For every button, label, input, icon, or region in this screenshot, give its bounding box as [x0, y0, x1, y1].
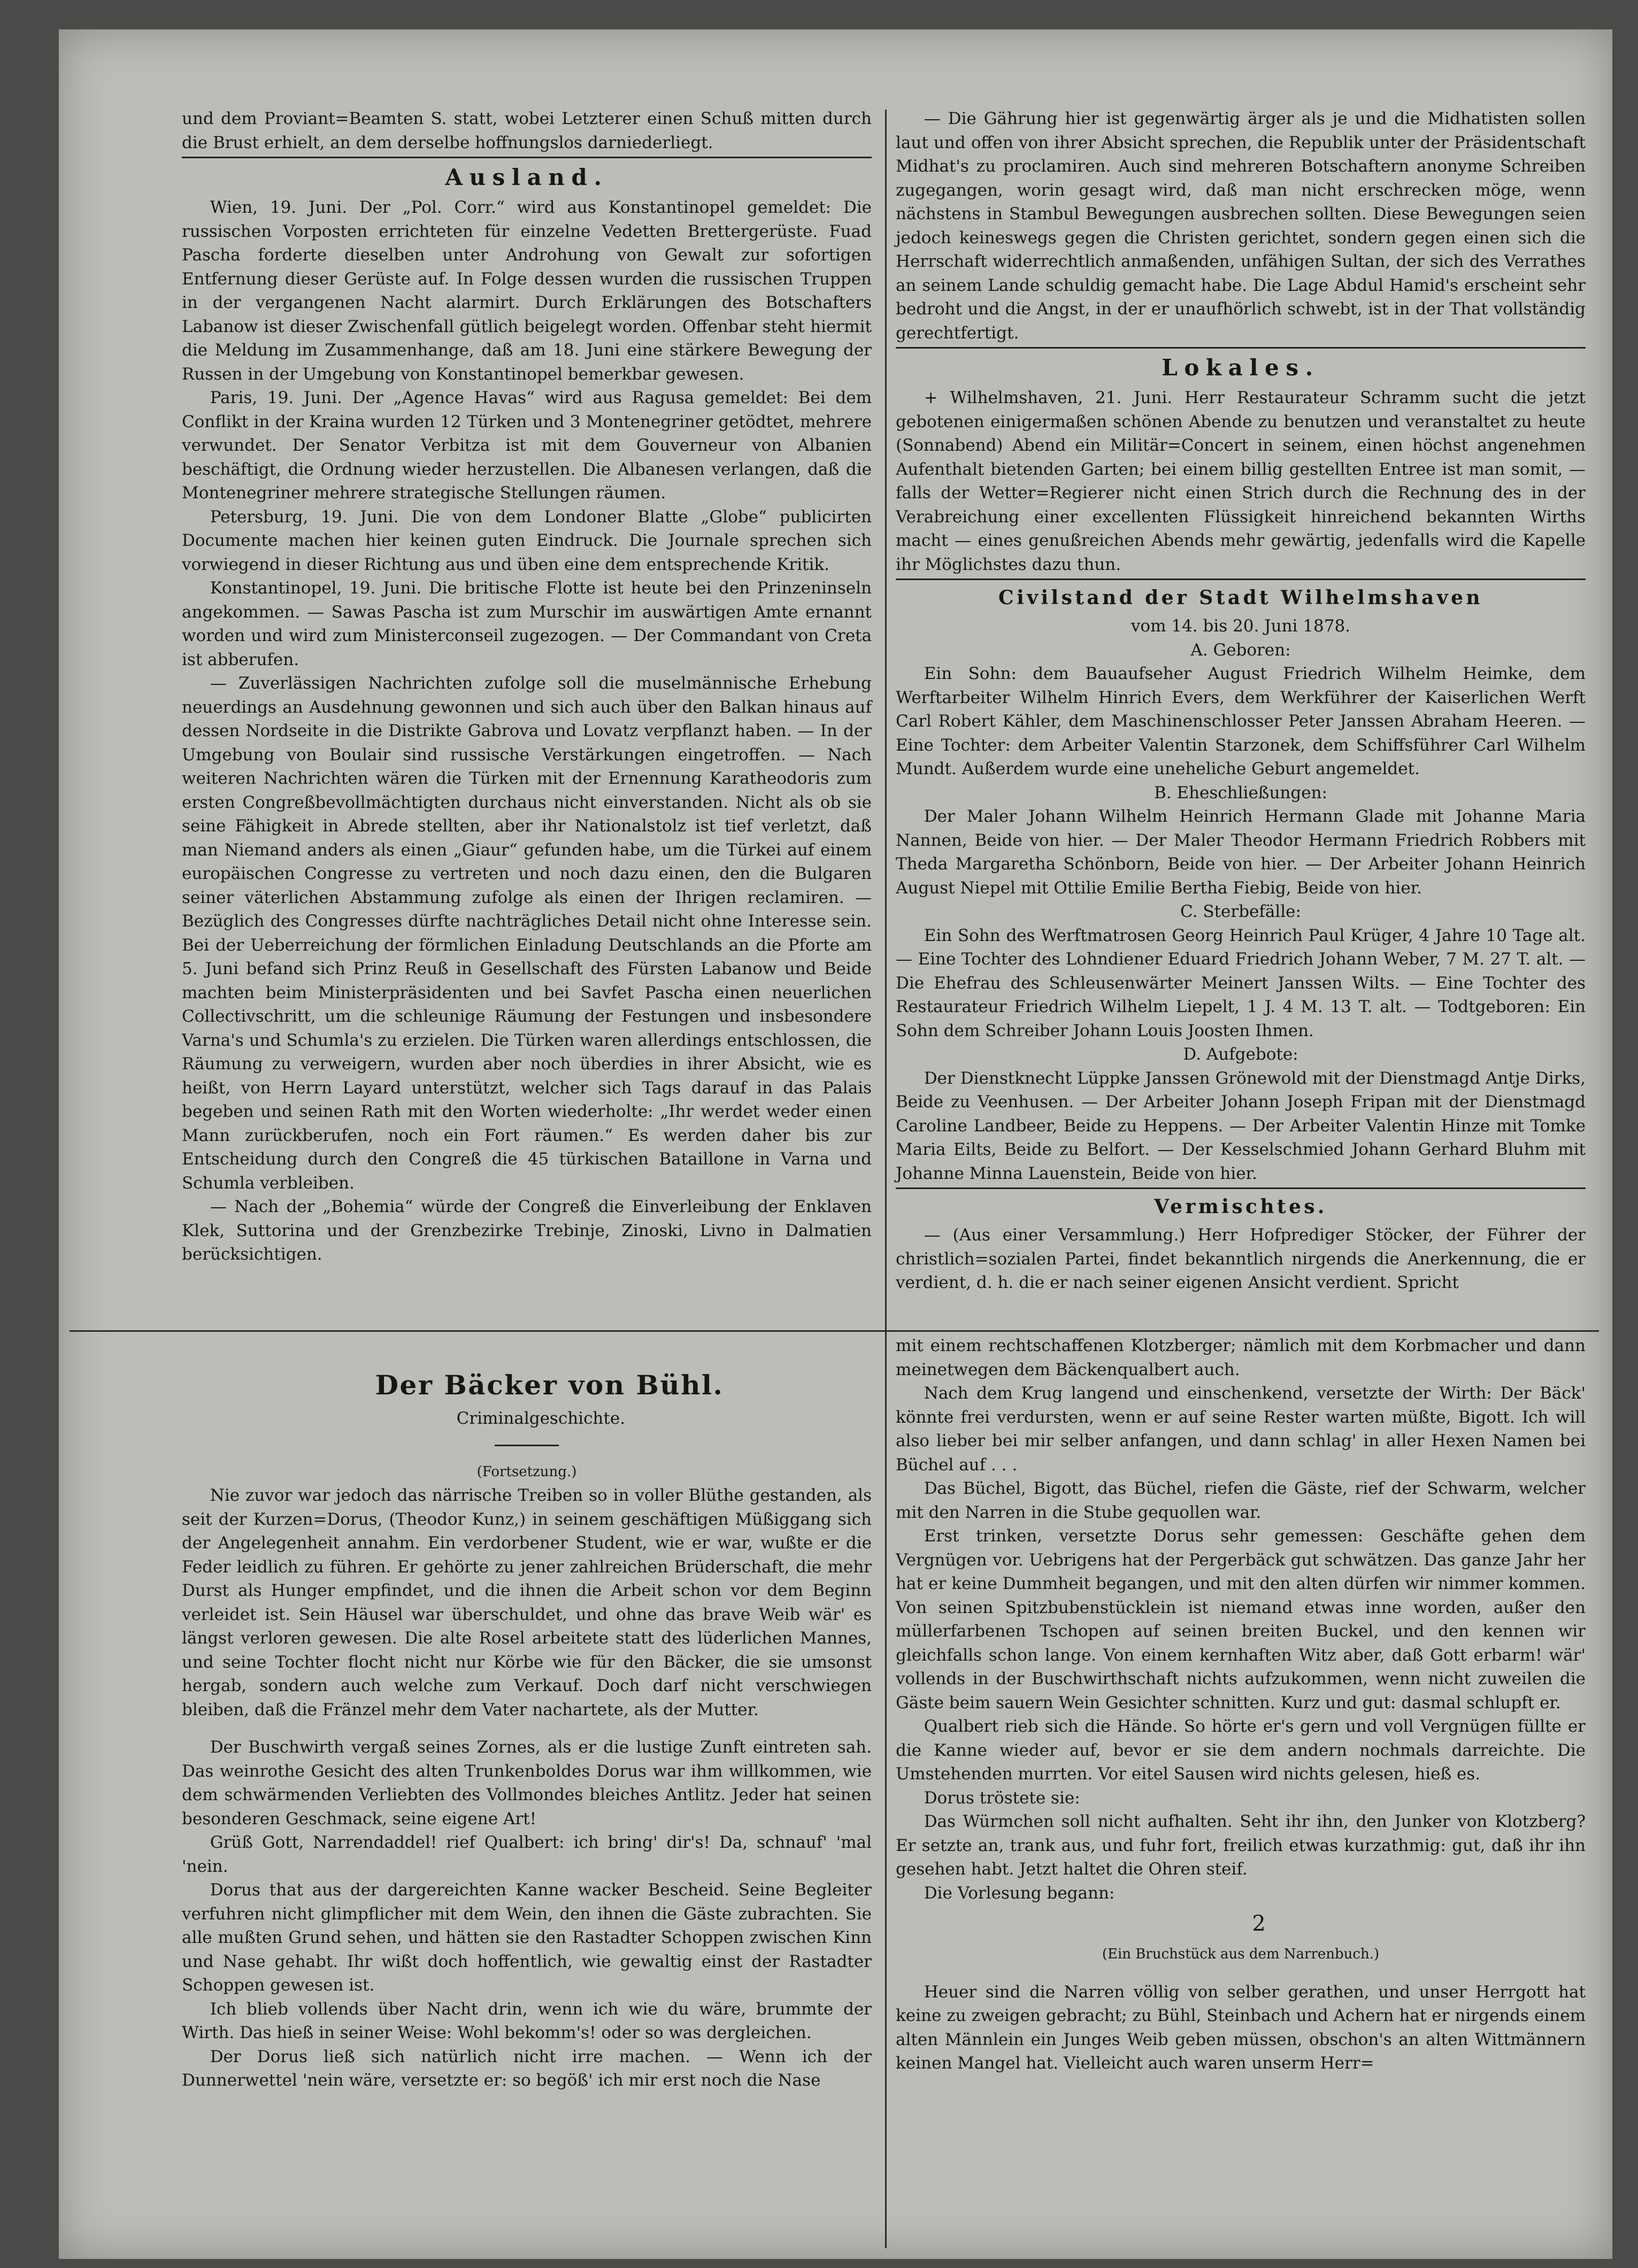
section-heading-vermischtes: Vermischtes. — [1154, 1195, 1327, 1218]
chapter-number: 2 — [1252, 1911, 1266, 1936]
register-entry: Der Maler Johann Wilhelm Heinrich Hermann Glade mit Johanne Maria Nannen, Beide von hier. — Der Maler Theodor Hermann Friedrich Robbers mit Theda Margaretha Schönborn, Beide von hier. — Der Arbeiter Johann Heinrich August Niepel mit Ottilie Emilie Bertha Fiebig, Beide von hier. — [896, 807, 1586, 898]
civil-register-dates: vom 14. bis 20. Juni 1878. — [1131, 616, 1351, 636]
news-paragraph: Wien, 19. Juni. Der „Pol. Corr.“ wird aus Konstantinopel gemeldet: Die russischen Vorposten errichteten für einzelne Vedetten Brettergerüste. Fuad Pascha forderte dieselben unter Androhung von Gewalt zur sofortigen Entfernung dieser Gerüste auf. In Folge dessen wurden die russischen Truppen in der vergangenen Nacht alarmirt. Durch Erklärungen des Botschafters Labanow ist dieser Zwischenfall gütlich beigelegt worden. Offenbar steht hiermit die Meldung im Zusammenhange, daß am 18. Juni eine stärkere Bewegung der Russen in der Umgebung von Konstantinopel bemerkbar gewesen. — [182, 198, 872, 384]
rule — [896, 578, 1586, 580]
register-entry: Ein Sohn: dem Bauaufseher August Friedrich Wilhelm Heimke, dem Werftarbeiter Wilhelm Hinrich Evers, dem Werkführer der Kaiserlichen Werft Carl Robert Kähler, dem Maschinenschlosser Peter Janssen Abraham Heeren. — Eine Tochter: dem Arbeiter Valentin Starzonek, dem Schiffsführer Carl Wilhelm Mundt. Außerdem wurde eine uneheliche Geburt angemeldet. — [896, 664, 1586, 778]
story-right-column — [896, 1334, 1586, 2076]
story-paragraph: Grüß Gott, Narrendaddel! rief Qualbert: ich bring' dir's! Da, schnauf' 'mal 'nein. — [182, 1833, 872, 1876]
rule — [896, 1187, 1586, 1189]
column-rule-bottom — [885, 1339, 887, 2248]
story-paragraph: Qualbert rieb sich die Hände. So hörte er's gern und voll Vergnügen füllte er die Kanne wieder auf, bevor er sie dem andern nochmals darreichte. Die Umstehenden murrten. Vor eitel Sausen wird nichts gelesen, hieß es. — [896, 1717, 1586, 1784]
news-paragraph: — Zuverlässigen Nachrichten zufolge soll die muselmännische Erhebung neuerdings an Ausdehnung gewonnen und sich auch über den Balkan hinaus auf dessen Nordseite in die Distrikte Gabrova und Lovatz verpflanzt haben. — In der Umgebung von Boulair sind russische Verstärkungen eingetroffen. — Nach weiteren Nachrichten wären die Türken mit der Ernennung Karatheodoris zum ersten Congreßbevollmächtigten durchaus nicht einverstanden. Nicht als ob sie seine Fähigkeit in Abrede stellten, aber ihr Nationalstolz ist tief verletzt, daß man Niemand anders als einen „Giaur“ gefunden habe, um die Türkei auf einem europäischen Congresse zu vertreten und noch dazu einen, den die Bulgaren seiner väterlichen Abstammung zufolge als einen der Ihrigen reclamiren. — Bezüglich des Congresses dürfte nachträgliches Detail nicht ohne Interesse sein. Bei der Ueberreichung der förmlichen Einladung Deutschlands an die Pforte am 5. Juni befand sich Prinz Reuß in Gesellschaft des Fürsten Labanow und Beide machten beim Ministerpräsidenten und bei Savfet Pascha einen neuerlichen Collectivschritt, um die schleunige Räumung der Festungen und insbesondere Varna's und Schumla's zu erzielen. Die Türken waren allerdings entschlossen, die Räumung zu verweigern, wurden aber noch überdies in ihrer Absicht, wie es heißt, von Herrn Layard unterstützt, welcher sich Tags darauf in das Palais begeben und seinen Rath mit den Worten wiederholte: „Ihr werdet weder einen Mann zurückberufen, noch ein Fort räumen.“ Es werden daher bis zur Entscheidung durch den Congreß die 45 türkischen Bataillone in Varna und Schumla verbleiben. — [182, 674, 872, 1193]
subsection-heading: B. Eheschließungen: — [1153, 783, 1328, 803]
civil-register-heading: Civilstand der Stadt Wilhelmshaven — [998, 587, 1483, 609]
story-paragraph: Nach dem Krug langend und einschenkend, versetzte der Wirth: Der Bäck' könnte frei verdursten, wenn er auf seine Rester warten müßte, Bigott. Ich will also lieber bei mir selber anfangen, und dann schlag' in aller Hexen Namen bei Büchel auf . . . — [896, 1384, 1586, 1475]
story-title: Der Bäcker von Bühl. — [375, 1369, 724, 1401]
subsection-heading: D. Aufgebote: — [1183, 1045, 1298, 1064]
rule — [182, 157, 872, 158]
excerpt-caption: (Ein Bruchstück aus dem Narrenbuch.) — [1102, 1946, 1380, 1962]
column-rule-top — [885, 110, 887, 1355]
continuation-note: (Fortsetzung.) — [476, 1463, 577, 1480]
story-paragraph: Der Buschwirth vergaß seines Zornes, als er die lustige Zunft eintreten sah. Das weinrothe Gesicht des alten Trunkenboldes Dorus war ihm willkommen, wie dem schwärmenden Verliebten des Vollmondes bleiches Antlitz. Jeder hat seinen besonderen Geschmack, seine eigene Art! — [182, 1738, 872, 1829]
newspaper-page — [59, 29, 1612, 2259]
news-paragraph: — Nach der „Bohemia“ würde der Congreß die Einverleibung der Enklaven Klek, Suttorina und der Grenzbezirke Trebinje, Zinoski, Livno in Dalmatien berücksichtigen. — [182, 1197, 872, 1264]
story-paragraph: Ich blieb vollends über Nacht drin, wenn ich wie du wäre, brummte der Wirth. Das hieß in seiner Weise: Wohl bekomm's! oder so was dergleichen. — [182, 1999, 872, 2042]
news-paragraph: — (Aus einer Versammlung.) Herr Hofprediger Stöcker, der Führer der christlich=sozialen Partei, findet bekanntlich nirgends die Anerkennung, die er verdient, d. h. die er nach seiner eigenen Ansicht verdient. Spricht — [896, 1225, 1586, 1292]
news-paragraph: — Die Gährung hier ist gegenwärtig ärger als je und die Midhatisten sollen laut und offen von ihrer Absicht sprechen, die Republik unter der Präsidentschaft Midhat's zu proclamiren. Auch sind mehreren Botschaftern anonyme Schreiben zugegangen, worin gesagt wird, daß man nicht erschrecken möge, wenn nächstens in Stambul Bewegungen ausbrechen sollten. Diese Bewegungen seien jedoch keineswegs gegen die Christen gerichtet, sondern gegen einen sich die Herrschaft widerrechtlich anmaßenden, unfähigen Sultan, der sich des Verrathes an seinem Lande schuldig gemacht habe. Die Lage Abdul Hamid's erscheint sehr bedroht und die Angst, in der er unaufhörlich schwebt, ist in der That vollständig gerechtfertigt. — [896, 109, 1586, 343]
story-paragraph: Dorus that aus der dargereichten Kanne wacker Bescheid. Seine Begleiter verfuhren nicht glimpflicher mit dem Wein, den ihnen die Gäste zubrachten. Sie alle mußten Grund sehen, und hätten sie den Rastadter Schoppen zwischen Kinn und Nase gehabt. Ihr wißt doch hoffentlich, wie gewaltig einst der Rastadter Schoppen gewesen ist. — [182, 1880, 872, 1995]
register-entry: Der Dienstknecht Lüppke Janssen Grönewold mit der Dienstmagd Antje Dirks, Beide zu Veenhusen. — Der Arbeiter Johann Joseph Fripan mit der Dienstmagd Caroline Landbeer, Beide zu Heppens. — Der Arbeiter Valentin Hinze mit Tomke Maria Eilts, Beide zu Belfort. — Der Kesselschmied Johann Gerhard Bluhm mit Johanne Minna Lauenstein, Beide von hier. — [896, 1068, 1586, 1183]
story-paragraph: Das Würmchen soll nicht aufhalten. Seht ihr ihn, den Junker von Klotzberg? Er setzte an, trank aus, und fuhr fort, freilich etwas kurzathmig: gut, daß ihr ihn gesehen habt. Jetzt haltet die Ohren steif. — [896, 1812, 1586, 1879]
news-paragraph: Konstantinopel, 19. Juni. Die britische Flotte ist heute bei den Prinzeninseln angekommen. — Sawas Pascha ist zum Murschir im auswärtigen Amte ernannt worden und wird zum Ministerconseil zugezogen. — Der Commandant von Creta ist abberufen. — [182, 578, 872, 669]
story-paragraph: Das Büchel, Bigott, das Büchel, riefen die Gäste, rief der Schwarm, welcher mit den Narren in die Stube gequollen war. — [896, 1479, 1586, 1522]
register-entry: Ein Sohn des Werftmatrosen Georg Heinrich Paul Krüger, 4 Jahre 10 Tage alt. — Eine Tochter des Lohndiener Eduard Friedrich Johann Weber, 7 M. 27 T. alt. — Die Ehefrau des Schleusenwärter Meinert Janssen Wilts. — Eine Tochter des Restaurateur Friedrich Wilhelm Liepelt, 1 J. 4 M. 13 T. alt. — Todtgeboren: Ein Sohn dem Schreiber Johann Louis Joosten Ihmen. — [896, 925, 1586, 1040]
story-paragraph: Heuer sind die Narren völlig von selber gerathen, und unser Herrgott hat keine zu zweigen gebracht; zu Bühl, Steinbach und Achern hat er nirgends einem alten Männlein ein Junges Weib geben müssen, obschon's an alten Wittmännern keinen Mangel hat. Vielleicht auch waren unserm Herr= — [896, 1982, 1586, 2073]
section-heading-lokales: Lokales. — [1162, 354, 1320, 381]
story-paragraph: Erst trinken, versetzte Dorus sehr gemessen: Geschäfte gehen dem Vergnügen vor. Uebrigens hat der Pergerbäck gut schwätzen. Das ganze Jahr her hat er keine Dummheit begangen, und mit den alten dürfen wir nimmer kommen. Von seinen Spitzbubenstücklein ist niemand etwas inne worden, außer den müllerfarbenen Tschopen auf seinen breiten Buckel, und den kennen wir gleichfalls schon lange. Von einem kernhaften Witz aber, daß Gott erbarm! wär' vollends in der Buschwirthschaft nichts aufzukommen, wenn nicht zuweilen die Gäste beim sauern Wein Gesichter schnitten. Kurz und gut: dasmal schlupft er. — [896, 1526, 1586, 1712]
subsection-heading: C. Sterbefälle: — [1180, 902, 1301, 921]
story-paragraph: Dorus tröstete sie: — [924, 1788, 1080, 1808]
story-paragraph: mit einem rechtschaffenen Klotzberger; nämlich mit dem Korbmacher und dann meinetwegen dem Bäckenqualbert auch. — [896, 1336, 1586, 1379]
subsection-heading: A. Geboren: — [1190, 640, 1291, 660]
story-subtitle: Criminalgeschichte. — [456, 1409, 626, 1428]
section-heading-ausland: Ausland. — [445, 164, 609, 190]
story-left-column — [182, 1350, 872, 2093]
right-news-column — [896, 107, 1586, 1295]
story-paragraph: Die Vorlesung begann: — [924, 1883, 1115, 1903]
intro-text: und dem Proviant=Beamten S. statt, wobei Letzterer einen Schuß mitten durch die Brust erhielt, an dem derselbe hoffnungslos darniederliegt. — [182, 109, 872, 152]
left-news-column — [182, 107, 872, 1267]
story-paragraph: Der Dorus ließ sich natürlich nicht irre machen. — Wenn ich der Dunnerwettel 'nein wäre, versetzte er: so begöß' ich mir erst noch die Nase — [182, 2047, 872, 2090]
news-paragraph: Paris, 19. Juni. Der „Agence Havas“ wird aus Ragusa gemeldet: Bei dem Conflikt in der Kraina wurden 12 Türken und 3 Montenegriner getödtet, mehrere verwundet. Der Senator Verbitza ist mit dem Gouverneur von Albanien beschäftigt, die Ordnung wieder herzustellen. Die Albanesen verlangen, daß die Montenegriner mehrere strategische Stellungen räumen. — [182, 388, 872, 503]
story-paragraph: Nie zuvor war jedoch das närrische Treiben so in voller Blüthe gestanden, als seit der Kurzen=Dorus, (Theodor Kunz,) in seinem geschäftigen Müßiggang sich der Angelegenheit annahm. Ein verdorbener Student, wie er war, wußte er die Feder leidlich zu führen. Er gehörte zu jener zahlreichen Brüderschaft, die mehr Durst als Hunger empfindet, und die ihnen die Arbeit schon vor dem Beginn verleidet ist. Sein Häusel war überschuldet, und ohne das brave Weib wär' es längst verloren gewesen. Die alte Rosel arbeitete statt des lüderlichen Mannes, und seine Tochter flocht nicht nur Körbe wie für den Bäcker, die sie umsonst hergab, sondern auch welche zum Verkauf. Doch darf nicht verschwiegen bleiben, daß die Fränzel mehr dem Vater nachartete, als der Mutter. — [182, 1486, 872, 1719]
section-divider-rule — [70, 1330, 1599, 1332]
news-paragraph: Petersburg, 19. Juni. Die von dem Londoner Blatte „Globe“ publicirten Documente machen hier keinen guten Eindruck. Die Journale sprechen sich vorwiegend in dieser Richtung aus und üben eine dem entsprechende Kritik. — [182, 507, 872, 574]
rule — [896, 347, 1586, 349]
lokales-paragraph: + Wilhelmshaven, 21. Juni. Herr Restaurateur Schramm sucht die jetzt gebotenen einigermaßen schönen Abende zu benutzen und veranstaltet zu heute (Sonnabend) Abend ein Militär=Concert in seinem, einen höchst angenehmen Aufenthalt bietenden Garten; bei einem billig gestellten Entree ist man somit, — falls der Wetter=Regierer nicht einen Strich durch die Rechnung des in der Verabreichung einer excellenten Flüssigkeit hinreichend bekannten Wirths macht — eines genußreichen Abends mehr gewärtig, jedenfalls wird die Kapelle ihr Möglichstes dazu thun. — [896, 388, 1586, 574]
